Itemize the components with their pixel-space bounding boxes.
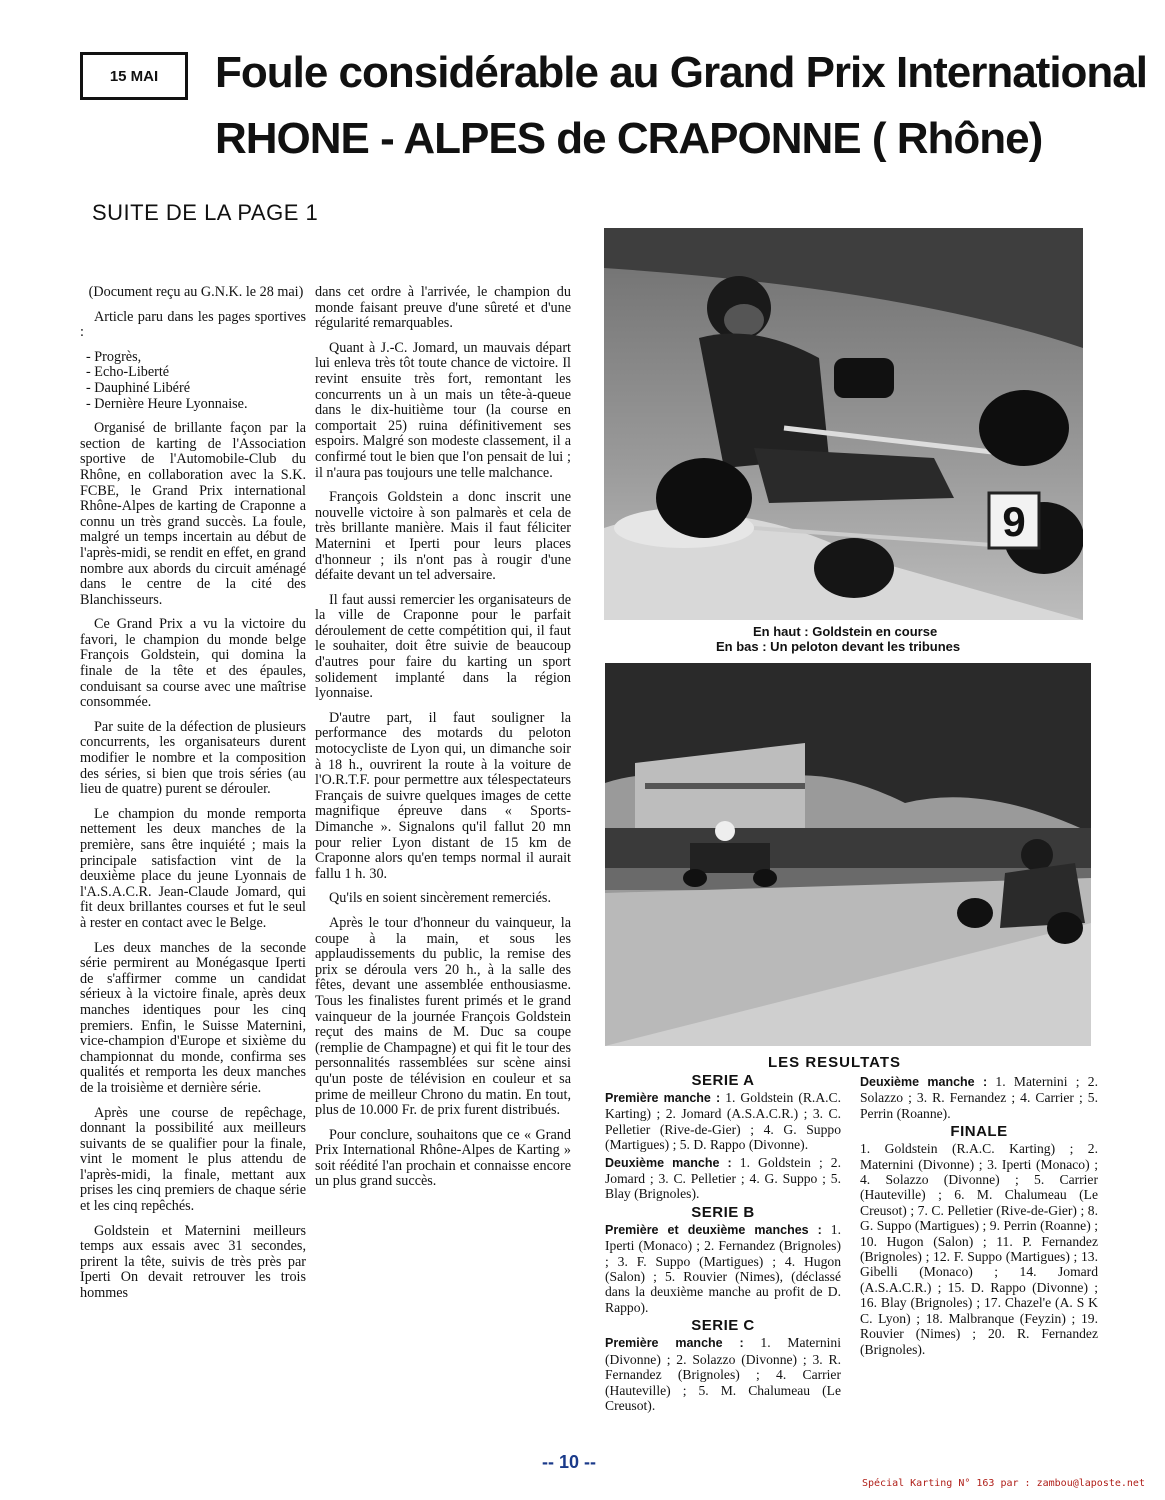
caption-bottom: En bas : Un peloton devant les tribunes [716,639,961,654]
results-title: LES RESULTATS [768,1054,901,1071]
paragraph: dans cet ordre à l'arrivée, le champion du monde faisant preuve d'une sûreté et d'une régularité remarquables. [315,284,571,332]
source-item: - Dauphiné Libéré [86,379,190,396]
serie-a-title: SERIE A [691,1072,755,1089]
intro-paragraph: Article paru dans les pages sportives : [80,308,306,341]
paragraph: Il faut aussi remercier les organisateurs de la ville de Craponne pour le parfait déroulement de cette compétition qui, il faut le souhaiter, doit être suivie de beaucoup d'autres pour faire du karting un sport solidement implanté dans la région lyonnaise. [315,591,571,702]
sources-list [80,350,306,412]
results-column-1 [605,1070,841,1415]
source-item: - Echo-Liberté [86,364,170,381]
serie-c-title: SERIE C [691,1317,755,1335]
headline-line-2: RHONE - ALPES de CRAPONNE ( Rhône) [215,114,1043,163]
results-column-2 [860,1074,1098,1359]
paragraph: Ce Grand Prix a vu la victoire du favori, le champion du monde belge François Goldstein, qui domina la finale de la tête et des épaules, conduisant sa course avec une maîtrise consommée. [80,616,306,711]
paragraph: François Goldstein a donc inscrit une nouvelle victoire à son palmarès et cela de très brillante manière. Mais il faut féliciter Maternini et Iperti pour leurs places d'honneur ; ils n'ont pas à rougir d'une défaite devant un tel adversaire. [315,489,571,584]
paragraph: Qu'ils en soient sincèrement remerciés. [329,890,551,907]
paragraph: Quant à J.-C. Jomard, un mauvais départ lui enleva très tôt toute chance de victoire. Il revint ensuite très fort, remontant les concurrents un à un mais un tête-à-queue dans le dix-huitième tour (la course en comportait 25) ruina définitivement ses espoirs. Malgré son modeste classement, il a confirmé tout le bien que l'on pensait de lui ; il n'aura pas toujours une telle malchance. [315,339,571,481]
serie-c-manche-2: Deuxième manche : 1. Maternini ; 2. Solazzo ; 3. R. Fernandez ; 4. Carrier ; 5. Perrin (Roanne). [860,1074,1098,1121]
paragraph: Après une course de repêchage, donnant la possibilité aux meilleurs suivants de se qualifier pour la finale, vint le moment le plus attendu de l'après-midi, la finale, mettant aux prises les cinq premiers de chaque série et les cinq repêchés. [80,1104,306,1215]
page-number: -- 10 -- [542,1452,596,1472]
photo-kart-racing [604,228,1083,620]
finale-results: 1. Goldstein (R.A.C. Karting) ; 2. Maternini (Divonne) ; 3. Iperti (Monaco) ; 4. Solazzo (Divonne) ; 5. Carrier (Hauteville) ; 6. M. Chalumeau (Le Creusot) ; 7. C. Pelletier (Rive-de-Gier) ; 8. G. Suppo (Martigues) ; 9. Perrin (Roanne) ; 10. Hugon (Salon) ; 11. P. Fernandez (Brignoles) ; 12. F. Suppo (Martigues) ; 13. Gibelli (Monaco) ; 14. Jomard (A.S.A.C.R.) ; 15. D. Rappo (Divonne) ; 16. Blay (Brignoles) ; 17. Chazel'e (A. S K C. Lyon) ; 18. Malbranque (Feyzin) ; 19. Rouvier (Nimes) ; 20. R. Fernandez (Brignoles). [860,1141,1098,1357]
kart-number: 9 [1002,498,1026,545]
paragraph: Le champion du monde remporta nettement les deux manches de la première, sans être inquiété ; mais la principale satisfaction vint de la deuxième place du jeune Lyonnais de l'A.S.A.C.R. Jean-Claude Jomard, qui fit deux brillantes courses et fut le seul à rester en contact avec le Belge. [80,805,306,931]
serie-b-title: SERIE B [691,1203,755,1221]
photo-peloton-tribunes [605,663,1091,1046]
paragraph: Goldstein et Maternini meilleurs temps aux essais avec 31 secondes, prirent la tête, suivis de très près par Iperti On devait retrouver les trois hommes [80,1222,306,1302]
source-item: - Dernière Heure Lyonnaise. [86,395,248,412]
footer-credit: Spécial Karting N° 163 par : zambou@laposte.net [862,1478,1145,1489]
article-column-2 [315,285,571,1199]
paragraph: Après le tour d'honneur du vainqueur, la coupe à la main, et sous les applaudissements du public, la remise des prix se déroula vers 20 h., à la salle des fêtes, devant une assemblée enthousiasme. Tous les finalistes furent primés et le grand vainqueur de la journée François Goldstein reçut des mains de M. Duc sa coupe (remplie de Champagne) et qui fit le tour des personnalités rassemblées sur scène ainsi qu'un poste de télévision en couleur et sa prime de meilleur Chrono du matin. En tout, plus de 10.000 Fr. de prix furent distribués. [315,914,571,1119]
serie-a-manche-1: Première manche : 1. Goldstein (R.A.C. Karting) ; 2. Jomard (A.S.A.C.R.) ; 3. C. Pelletier (Rive-de-Gier) ; 4. G. Suppo (Martigues) ; 5. D. Rappo (Divonne). [605,1090,841,1153]
document-note: (Document reçu au G.N.K. le 28 mai) [88,284,304,300]
source-item: - Progrès, [86,348,142,365]
caption-top: En haut : Goldstein en course [753,624,938,639]
paragraph: Les deux manches de la seconde série permirent au Monégasque Iperti de s'affirmer comme un candidat sérieux à la victoire finale, après deux manches identiques pour les cinq premiers. Enfin, le Suisse Maternini, vice-champion d'Europe et sixième du championnat du monde, confirma ses qualités et remporta les deux manches de la troisième et dernière série. [80,939,306,1096]
headline-line-1: Foule considérable au Grand Prix International [215,48,1147,97]
serie-b-manches: Première et deuxième manches : 1. Iperti (Monaco) ; 2. Fernandez (Brignoles) ; 3. F. Suppo (Martigues) ; 4. Hugon (Salon) ; 5. Rouvier (Nimes), (déclassé dans la deuxième manche au profit de D. Rappo). [605,1221,841,1315]
serie-a-manche-2: Deuxième manche : 1. Goldstein ; 2. Jomard ; 3. C. Pelletier ; 4. G. Suppo ; 5. Blay (Brignoles). [605,1154,841,1202]
paragraph: D'autre part, il faut souligner la performance des motards du peloton motocycliste de Lyon qui, un dimanche soir à 18 h., ouvrirent la route à la voiture de l'O.R.T.F. pour permettre aux télespectateurs Français de suivre quelques images de cette magnifique épreuve dans « Sports-Dimanche ». Signalons qu'il fallut 20 mn pour relier Lyon distant de 15 km de Craponne alors qu'en temps normal il aurait fallu 1 h. 30. [315,709,571,882]
paragraph: Organisé de brillante façon par la section de karting de l'Association sportive de l'Automobile-Club du Rhône, en collaboration avec la S.K. FCBE, le Grand Prix international Rhône-Alpes de karting de Craponne a connu un très grand succès. La foule, malgré un temps incertain au début de l'après-midi, se rendit en effet, en grand nombre aux abords du circuit aménagé dans le centre de la cité des Blanchisseurs. [80,420,306,608]
finale-title: FINALE [950,1123,1008,1141]
serie-c-manche-1: Première manche : 1. Maternini (Divonne) ; 2. Solazzo (Divonne) ; 3. R. Fernandez (Brignoles) ; 4. Carrier (Hauteville) ; 5. M. Chalumeau (Le Creusot). [605,1335,841,1413]
article-column-1 [80,285,306,1311]
paragraph: Pour conclure, souhaitons que ce « Grand Prix International Rhône-Alpes de Karting » soit réédité l'an prochain et connaisse encore un plus grand succès. [315,1126,571,1190]
paragraph: Par suite de la défection de plusieurs concurrents, les organisateurs durent modifier le nombre et la composition des séries, si bien que trois séries (au lieu de quatre) purent se dérouler. [80,718,306,798]
date-box: 15 MAI [80,52,188,100]
continued-from-label: SUITE DE LA PAGE 1 [92,200,319,225]
